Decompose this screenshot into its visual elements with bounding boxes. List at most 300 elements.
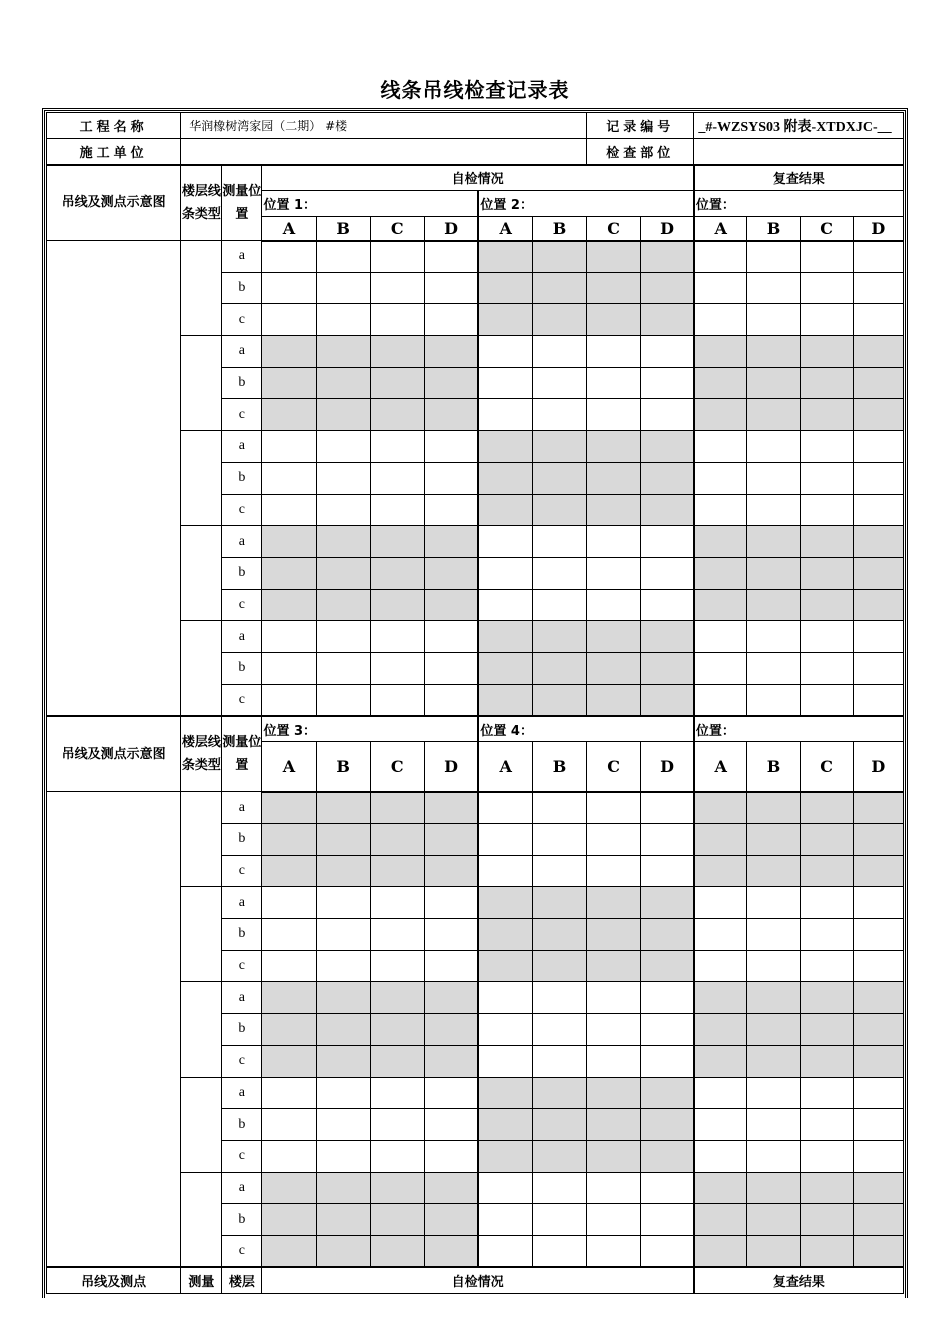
measure-cell[interactable] — [800, 1045, 853, 1077]
measure-cell[interactable] — [478, 1045, 532, 1077]
measure-cell[interactable] — [853, 589, 903, 621]
measure-cell[interactable] — [424, 462, 478, 494]
measure-cell[interactable] — [853, 1140, 903, 1172]
measure-cell[interactable] — [478, 621, 532, 653]
measure-cell[interactable] — [262, 982, 316, 1014]
measure-cell[interactable] — [262, 621, 316, 653]
measure-cell[interactable] — [694, 526, 747, 558]
measure-cell[interactable] — [533, 557, 587, 589]
measure-cell[interactable] — [478, 1140, 532, 1172]
measure-cell[interactable] — [800, 824, 853, 856]
measure-cell[interactable] — [370, 950, 424, 982]
measure-cell[interactable] — [694, 1204, 747, 1236]
measure-cell[interactable] — [853, 982, 903, 1014]
measure-cell[interactable] — [641, 792, 694, 824]
measure-cell[interactable] — [641, 526, 694, 558]
measure-cell[interactable] — [747, 1109, 800, 1141]
measure-cell[interactable] — [641, 684, 694, 716]
measure-cell[interactable] — [800, 887, 853, 919]
measure-cell[interactable] — [424, 336, 478, 368]
measure-cell[interactable] — [316, 399, 370, 431]
measure-cell[interactable] — [316, 304, 370, 336]
measure-cell[interactable] — [853, 494, 903, 526]
measure-cell[interactable] — [853, 557, 903, 589]
measure-cell[interactable] — [370, 982, 424, 1014]
measure-cell[interactable] — [641, 887, 694, 919]
measure-cell[interactable] — [533, 621, 587, 653]
measure-cell[interactable] — [853, 241, 903, 273]
measure-cell[interactable] — [533, 304, 587, 336]
measure-cell[interactable] — [316, 557, 370, 589]
measure-cell[interactable] — [853, 367, 903, 399]
measure-cell[interactable] — [800, 1235, 853, 1267]
measure-cell[interactable] — [800, 652, 853, 684]
measure-cell[interactable] — [587, 950, 641, 982]
measure-cell[interactable] — [424, 621, 478, 653]
measure-cell[interactable] — [533, 1045, 587, 1077]
measure-cell[interactable] — [533, 855, 587, 887]
measure-cell[interactable] — [694, 557, 747, 589]
measure-cell[interactable] — [478, 887, 532, 919]
measure-cell[interactable] — [853, 431, 903, 463]
measure-cell[interactable] — [587, 652, 641, 684]
measure-cell[interactable] — [316, 982, 370, 1014]
measure-cell[interactable] — [424, 824, 478, 856]
floor-type-cell[interactable] — [181, 241, 222, 336]
measure-cell[interactable] — [316, 336, 370, 368]
measure-cell[interactable] — [694, 1172, 747, 1204]
measure-cell[interactable] — [694, 399, 747, 431]
measure-cell[interactable] — [853, 919, 903, 951]
floor-type-cell[interactable] — [181, 1077, 222, 1172]
measure-cell[interactable] — [641, 1109, 694, 1141]
measure-cell[interactable] — [262, 887, 316, 919]
measure-cell[interactable] — [370, 1045, 424, 1077]
measure-cell[interactable] — [533, 336, 587, 368]
measure-cell[interactable] — [533, 526, 587, 558]
measure-cell[interactable] — [587, 621, 641, 653]
measure-cell[interactable] — [853, 304, 903, 336]
measure-cell[interactable] — [424, 652, 478, 684]
measure-cell[interactable] — [424, 919, 478, 951]
measure-cell[interactable] — [694, 855, 747, 887]
measure-cell[interactable] — [641, 621, 694, 653]
measure-cell[interactable] — [747, 589, 800, 621]
measure-cell[interactable] — [800, 1204, 853, 1236]
measure-cell[interactable] — [316, 950, 370, 982]
measure-cell[interactable] — [316, 431, 370, 463]
measure-cell[interactable] — [478, 824, 532, 856]
measure-cell[interactable] — [370, 304, 424, 336]
measure-cell[interactable] — [694, 887, 747, 919]
measure-cell[interactable] — [478, 792, 532, 824]
measure-cell[interactable] — [424, 431, 478, 463]
measure-cell[interactable] — [262, 241, 316, 273]
floor-type-cell[interactable] — [181, 887, 222, 982]
measure-cell[interactable] — [370, 621, 424, 653]
measure-cell[interactable] — [478, 494, 532, 526]
measure-cell[interactable] — [800, 1140, 853, 1172]
measure-cell[interactable] — [694, 1109, 747, 1141]
measure-cell[interactable] — [641, 557, 694, 589]
measure-cell[interactable] — [853, 824, 903, 856]
measure-cell[interactable] — [262, 792, 316, 824]
inspect-part-value[interactable] — [694, 139, 904, 165]
measure-cell[interactable] — [641, 855, 694, 887]
measure-cell[interactable] — [262, 855, 316, 887]
measure-cell[interactable] — [262, 950, 316, 982]
measure-cell[interactable] — [853, 526, 903, 558]
measure-cell[interactable] — [478, 399, 532, 431]
measure-cell[interactable] — [316, 1014, 370, 1046]
measure-cell[interactable] — [587, 1109, 641, 1141]
measure-cell[interactable] — [262, 1109, 316, 1141]
measure-cell[interactable] — [641, 982, 694, 1014]
measure-cell[interactable] — [262, 919, 316, 951]
measure-cell[interactable] — [587, 684, 641, 716]
measure-cell[interactable] — [641, 919, 694, 951]
measure-cell[interactable] — [853, 1014, 903, 1046]
measure-cell[interactable] — [587, 431, 641, 463]
measure-cell[interactable] — [370, 919, 424, 951]
measure-cell[interactable] — [424, 241, 478, 273]
measure-cell[interactable] — [694, 1140, 747, 1172]
measure-cell[interactable] — [424, 1077, 478, 1109]
measure-cell[interactable] — [478, 919, 532, 951]
measure-cell[interactable] — [641, 1045, 694, 1077]
measure-cell[interactable] — [370, 855, 424, 887]
measure-cell[interactable] — [641, 272, 694, 304]
measure-cell[interactable] — [747, 792, 800, 824]
measure-cell[interactable] — [316, 1235, 370, 1267]
measure-cell[interactable] — [478, 855, 532, 887]
measure-cell[interactable] — [424, 557, 478, 589]
measure-cell[interactable] — [747, 824, 800, 856]
measure-cell[interactable] — [853, 462, 903, 494]
measure-cell[interactable] — [587, 887, 641, 919]
measure-cell[interactable] — [370, 1235, 424, 1267]
measure-cell[interactable] — [694, 950, 747, 982]
measure-cell[interactable] — [800, 399, 853, 431]
measure-cell[interactable] — [370, 557, 424, 589]
measure-cell[interactable] — [800, 494, 853, 526]
measure-cell[interactable] — [370, 1014, 424, 1046]
measure-cell[interactable] — [370, 399, 424, 431]
measure-cell[interactable] — [641, 1014, 694, 1046]
measure-cell[interactable] — [533, 684, 587, 716]
measure-cell[interactable] — [800, 589, 853, 621]
project-name-value[interactable]: 华润橡树湾家园（二期） #楼 — [181, 113, 587, 139]
measure-cell[interactable] — [641, 304, 694, 336]
measure-cell[interactable] — [853, 1235, 903, 1267]
measure-cell[interactable] — [370, 272, 424, 304]
measure-cell[interactable] — [370, 1077, 424, 1109]
measure-cell[interactable] — [641, 367, 694, 399]
measure-cell[interactable] — [370, 652, 424, 684]
measure-cell[interactable] — [533, 241, 587, 273]
measure-cell[interactable] — [587, 557, 641, 589]
measure-cell[interactable] — [316, 1109, 370, 1141]
measure-cell[interactable] — [370, 336, 424, 368]
measure-cell[interactable] — [587, 919, 641, 951]
measure-cell[interactable] — [587, 982, 641, 1014]
measure-cell[interactable] — [424, 950, 478, 982]
measure-cell[interactable] — [587, 304, 641, 336]
measure-cell[interactable] — [262, 336, 316, 368]
measure-cell[interactable] — [424, 1235, 478, 1267]
measure-cell[interactable] — [800, 792, 853, 824]
measure-cell[interactable] — [262, 652, 316, 684]
measure-cell[interactable] — [800, 684, 853, 716]
measure-cell[interactable] — [641, 336, 694, 368]
measure-cell[interactable] — [533, 462, 587, 494]
measure-cell[interactable] — [370, 494, 424, 526]
measure-cell[interactable] — [747, 855, 800, 887]
measure-cell[interactable] — [587, 367, 641, 399]
measure-cell[interactable] — [478, 272, 532, 304]
floor-type-cell[interactable] — [181, 982, 222, 1077]
measure-cell[interactable] — [853, 1204, 903, 1236]
measure-cell[interactable] — [853, 1045, 903, 1077]
measure-cell[interactable] — [747, 526, 800, 558]
measure-cell[interactable] — [747, 1014, 800, 1046]
measure-cell[interactable] — [370, 462, 424, 494]
measure-cell[interactable] — [587, 336, 641, 368]
measure-cell[interactable] — [478, 526, 532, 558]
measure-cell[interactable] — [800, 557, 853, 589]
measure-cell[interactable] — [641, 494, 694, 526]
measure-cell[interactable] — [694, 824, 747, 856]
measure-cell[interactable] — [694, 494, 747, 526]
measure-cell[interactable] — [694, 652, 747, 684]
floor-type-cell[interactable] — [181, 621, 222, 716]
measure-cell[interactable] — [370, 431, 424, 463]
measure-cell[interactable] — [587, 241, 641, 273]
measure-cell[interactable] — [853, 652, 903, 684]
measure-cell[interactable] — [853, 792, 903, 824]
measure-cell[interactable] — [800, 431, 853, 463]
measure-cell[interactable] — [478, 982, 532, 1014]
measure-cell[interactable] — [747, 304, 800, 336]
measure-cell[interactable] — [694, 1077, 747, 1109]
measure-cell[interactable] — [747, 950, 800, 982]
measure-cell[interactable] — [478, 1172, 532, 1204]
measure-cell[interactable] — [694, 792, 747, 824]
measure-cell[interactable] — [800, 304, 853, 336]
measure-cell[interactable] — [424, 272, 478, 304]
measure-cell[interactable] — [694, 589, 747, 621]
measure-cell[interactable] — [694, 982, 747, 1014]
measure-cell[interactable] — [478, 684, 532, 716]
measure-cell[interactable] — [533, 494, 587, 526]
measure-cell[interactable] — [533, 431, 587, 463]
measure-cell[interactable] — [641, 241, 694, 273]
measure-cell[interactable] — [694, 1045, 747, 1077]
measure-cell[interactable] — [316, 824, 370, 856]
measure-cell[interactable] — [853, 887, 903, 919]
measure-cell[interactable] — [478, 462, 532, 494]
measure-cell[interactable] — [587, 792, 641, 824]
floor-type-cell[interactable] — [181, 336, 222, 431]
measure-cell[interactable] — [370, 792, 424, 824]
measure-cell[interactable] — [370, 1172, 424, 1204]
measure-cell[interactable] — [747, 431, 800, 463]
measure-cell[interactable] — [533, 792, 587, 824]
measure-cell[interactable] — [800, 621, 853, 653]
measure-cell[interactable] — [641, 824, 694, 856]
measure-cell[interactable] — [587, 494, 641, 526]
measure-cell[interactable] — [424, 1014, 478, 1046]
measure-cell[interactable] — [641, 399, 694, 431]
measure-cell[interactable] — [262, 431, 316, 463]
measure-cell[interactable] — [533, 589, 587, 621]
measure-cell[interactable] — [370, 1109, 424, 1141]
measure-cell[interactable] — [641, 462, 694, 494]
measure-cell[interactable] — [424, 1204, 478, 1236]
measure-cell[interactable] — [587, 1045, 641, 1077]
measure-cell[interactable] — [853, 336, 903, 368]
measure-cell[interactable] — [853, 399, 903, 431]
measure-cell[interactable] — [316, 526, 370, 558]
measure-cell[interactable] — [316, 1172, 370, 1204]
measure-cell[interactable] — [747, 684, 800, 716]
measure-cell[interactable] — [533, 1109, 587, 1141]
measure-cell[interactable] — [533, 367, 587, 399]
measure-cell[interactable] — [533, 1172, 587, 1204]
measure-cell[interactable] — [747, 887, 800, 919]
measure-cell[interactable] — [478, 1204, 532, 1236]
measure-cell[interactable] — [747, 272, 800, 304]
floor-type-cell[interactable] — [181, 526, 222, 621]
measure-cell[interactable] — [316, 272, 370, 304]
measure-cell[interactable] — [747, 1172, 800, 1204]
measure-cell[interactable] — [853, 1109, 903, 1141]
measure-cell[interactable] — [478, 1235, 532, 1267]
measure-cell[interactable] — [316, 684, 370, 716]
measure-cell[interactable] — [262, 399, 316, 431]
measure-cell[interactable] — [587, 462, 641, 494]
measure-cell[interactable] — [424, 1109, 478, 1141]
measure-cell[interactable] — [424, 367, 478, 399]
measure-cell[interactable] — [478, 367, 532, 399]
measure-cell[interactable] — [370, 1204, 424, 1236]
measure-cell[interactable] — [587, 1140, 641, 1172]
measure-cell[interactable] — [370, 589, 424, 621]
measure-cell[interactable] — [478, 652, 532, 684]
measure-cell[interactable] — [747, 621, 800, 653]
measure-cell[interactable] — [800, 855, 853, 887]
measure-cell[interactable] — [853, 855, 903, 887]
measure-cell[interactable] — [694, 431, 747, 463]
measure-cell[interactable] — [587, 1172, 641, 1204]
measure-cell[interactable] — [424, 982, 478, 1014]
measure-cell[interactable] — [316, 589, 370, 621]
measure-cell[interactable] — [587, 824, 641, 856]
measure-cell[interactable] — [853, 621, 903, 653]
measure-cell[interactable] — [800, 241, 853, 273]
measure-cell[interactable] — [316, 241, 370, 273]
measure-cell[interactable] — [316, 855, 370, 887]
measure-cell[interactable] — [316, 462, 370, 494]
measure-cell[interactable] — [316, 1204, 370, 1236]
measure-cell[interactable] — [694, 367, 747, 399]
measure-cell[interactable] — [478, 336, 532, 368]
measure-cell[interactable] — [853, 684, 903, 716]
measure-cell[interactable] — [533, 652, 587, 684]
measure-cell[interactable] — [853, 272, 903, 304]
measure-cell[interactable] — [424, 887, 478, 919]
measure-cell[interactable] — [262, 494, 316, 526]
measure-cell[interactable] — [370, 1140, 424, 1172]
measure-cell[interactable] — [478, 589, 532, 621]
measure-cell[interactable] — [424, 304, 478, 336]
measure-cell[interactable] — [478, 431, 532, 463]
measure-cell[interactable] — [370, 887, 424, 919]
measure-cell[interactable] — [262, 1140, 316, 1172]
measure-cell[interactable] — [370, 367, 424, 399]
measure-cell[interactable] — [694, 1235, 747, 1267]
measure-cell[interactable] — [424, 589, 478, 621]
measure-cell[interactable] — [747, 336, 800, 368]
measure-cell[interactable] — [478, 950, 532, 982]
measure-cell[interactable] — [587, 526, 641, 558]
measure-cell[interactable] — [262, 526, 316, 558]
measure-cell[interactable] — [853, 1077, 903, 1109]
measure-cell[interactable] — [316, 652, 370, 684]
measure-cell[interactable] — [587, 1204, 641, 1236]
measure-cell[interactable] — [747, 399, 800, 431]
measure-cell[interactable] — [747, 982, 800, 1014]
measure-cell[interactable] — [262, 272, 316, 304]
measure-cell[interactable] — [747, 1204, 800, 1236]
measure-cell[interactable] — [641, 1140, 694, 1172]
measure-cell[interactable] — [587, 855, 641, 887]
measure-cell[interactable] — [800, 1077, 853, 1109]
measure-cell[interactable] — [694, 272, 747, 304]
floor-type-cell[interactable] — [181, 431, 222, 526]
measure-cell[interactable] — [747, 241, 800, 273]
diagram-area[interactable] — [47, 241, 181, 716]
measure-cell[interactable] — [853, 1172, 903, 1204]
measure-cell[interactable] — [587, 1014, 641, 1046]
measure-cell[interactable] — [694, 1014, 747, 1046]
measure-cell[interactable] — [424, 855, 478, 887]
floor-type-cell[interactable] — [181, 1172, 222, 1267]
measure-cell[interactable] — [424, 494, 478, 526]
measure-cell[interactable] — [587, 272, 641, 304]
measure-cell[interactable] — [747, 1077, 800, 1109]
measure-cell[interactable] — [533, 887, 587, 919]
measure-cell[interactable] — [747, 367, 800, 399]
measure-cell[interactable] — [587, 399, 641, 431]
measure-cell[interactable] — [800, 919, 853, 951]
measure-cell[interactable] — [694, 621, 747, 653]
measure-cell[interactable] — [262, 462, 316, 494]
measure-cell[interactable] — [533, 1077, 587, 1109]
measure-cell[interactable] — [370, 241, 424, 273]
measure-cell[interactable] — [262, 1077, 316, 1109]
constructor-value[interactable] — [181, 139, 587, 165]
measure-cell[interactable] — [694, 462, 747, 494]
measure-cell[interactable] — [262, 1014, 316, 1046]
measure-cell[interactable] — [316, 621, 370, 653]
measure-cell[interactable] — [424, 684, 478, 716]
measure-cell[interactable] — [533, 950, 587, 982]
measure-cell[interactable] — [641, 652, 694, 684]
measure-cell[interactable] — [533, 1140, 587, 1172]
measure-cell[interactable] — [694, 304, 747, 336]
measure-cell[interactable] — [641, 1172, 694, 1204]
